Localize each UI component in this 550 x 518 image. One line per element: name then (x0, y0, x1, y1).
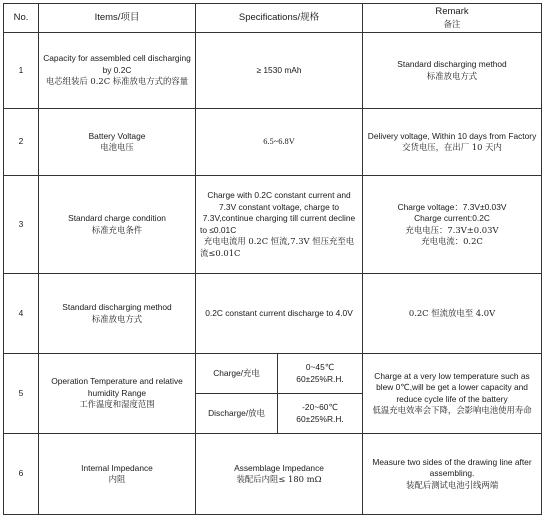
charge-temp: 0~45℃ (305, 362, 335, 372)
row-item-cn: 工作温度和湿度范围 (79, 399, 155, 410)
row-item-en: Standard discharging method (62, 302, 172, 312)
row-remark (363, 33, 542, 109)
row-no: 4 (4, 274, 39, 354)
table-row (4, 33, 542, 109)
row-spec: 0.2C constant current discharge to 4.0V (196, 274, 363, 354)
row-remark-cn: 低温充电效率会下降，会影响电池使用寿命 (372, 405, 532, 415)
row-remark (363, 434, 542, 515)
row-no: 3 (4, 176, 39, 274)
row-spec: 6.5~6.8V (196, 109, 363, 176)
header-remark (363, 4, 542, 33)
discharge-label: Discharge/放电 (196, 394, 278, 434)
row-spec-en: Assemblage Impedance (234, 462, 324, 473)
row-remark-cn: 标准放电方式 (426, 70, 478, 81)
header-row (4, 4, 542, 33)
row-no: 5 (4, 354, 39, 434)
row-spec-cn: 装配后内阻≤ 180 mΩ (236, 474, 322, 484)
row-item (39, 274, 196, 354)
table-row (4, 176, 542, 274)
row-item-cn: 内阻 (108, 474, 126, 484)
row-no: 2 (4, 109, 39, 176)
row-remark-cn: 装配后测试电池引线两端 (405, 479, 499, 490)
table-row (4, 354, 542, 394)
table-row (4, 434, 542, 515)
charge-rh: 60±25%R.H. (296, 373, 344, 384)
header-no: No. (4, 4, 39, 33)
row-spec (196, 176, 363, 274)
header-remark-cn: 备注 (443, 19, 461, 29)
row-item-en: Capacity for assembled cell discharging by 0.2C (43, 53, 191, 75)
charge-range (278, 354, 363, 394)
row-remark (363, 274, 542, 354)
row-item (39, 33, 196, 109)
row-remark-en: Delivery voltage, Within 10 days from Factory (367, 130, 537, 141)
row-remark-line: 充电电压：7.3V±0.03V (405, 224, 499, 235)
row-no: 1 (4, 33, 39, 109)
header-remark-en: Remark (435, 6, 469, 17)
row-remark (363, 176, 542, 274)
row-remark-line: Charge current:0.2C (414, 213, 490, 223)
row-item-en: Battery Voltage (88, 130, 146, 141)
row-remark-line: Charge voltage：7.3V±0.03V (397, 201, 507, 212)
row-spec-cn: 充电电流用 0.2C 恒流,7.3V 恒压充至电流≤0.01C (200, 236, 355, 258)
row-remark-en: Measure two sides of the drawing line after assembling. (372, 456, 532, 479)
spec-table (3, 3, 542, 515)
row-no: 6 (4, 434, 39, 515)
discharge-temp: -20~60℃ (302, 402, 338, 412)
row-item-cn: 标准放电方式 (91, 313, 143, 324)
row-item (39, 354, 196, 434)
discharge-range (278, 394, 363, 434)
row-remark-cn: 交货电压，在出厂 10 天内 (402, 142, 502, 152)
header-specs: Specifications/规格 (196, 4, 363, 33)
row-item-cn: 电池电压 (100, 142, 134, 152)
row-item-cn: 电芯组装后 0.2C 标准放电方式的容量 (45, 76, 189, 87)
row-remark-en: Standard discharging method (397, 59, 507, 69)
row-item-en: Operation Temperature and relative humidity Range (51, 376, 183, 398)
row-spec-en: Charge with 0.2C constant current and 7.3V constant voltage, charge to 7.3V,continue charging till current decline to ≤0.01C (200, 190, 356, 235)
row-remark (363, 354, 542, 434)
row-spec: ≥ 1530 mAh (196, 33, 363, 109)
charge-label: Charge/充电 (196, 354, 278, 394)
row-remark (363, 109, 542, 176)
row-item (39, 109, 196, 176)
row-remark-line: 充电电流：0.2C (421, 236, 483, 246)
row-item-en: Standard charge condition (68, 213, 166, 223)
row-spec (196, 434, 363, 515)
row-item-cn: 标准充电条件 (91, 224, 143, 235)
discharge-rh: 60±25%R.H. (296, 413, 344, 424)
row-remark-cn: 0.2C 恒流放电至 4.0V (408, 307, 496, 318)
row-item (39, 176, 196, 274)
header-items: Items/项目 (39, 4, 196, 33)
table-row (4, 274, 542, 354)
row-item (39, 434, 196, 515)
row-item-en: Internal Impedance (81, 462, 153, 473)
row-remark-en: Charge at a very low temperature such as blew 0℃,will be get a lower capacity and reduce cycle life of the battery (374, 370, 530, 404)
table-row (4, 109, 542, 176)
